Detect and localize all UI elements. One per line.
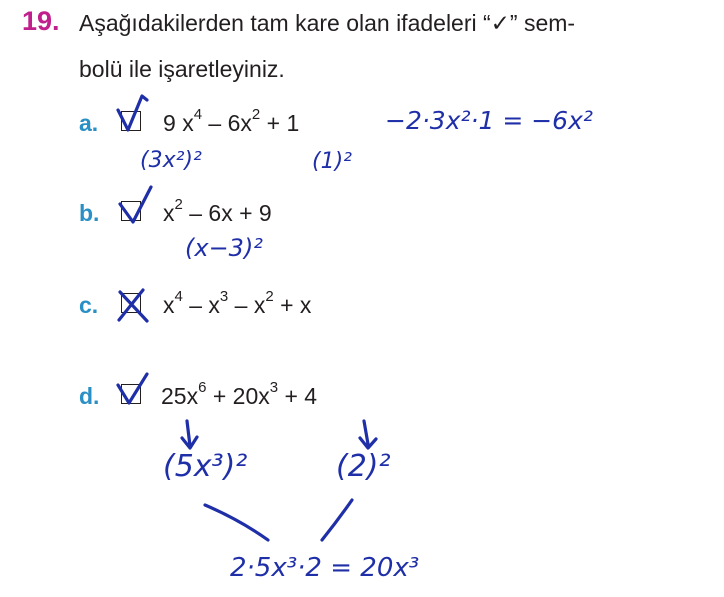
option-b-label: b. — [79, 200, 100, 226]
option-d-brace-left — [205, 505, 268, 540]
option-b-checkbox[interactable] — [121, 201, 141, 221]
option-d-expression: $25x^6 + 20x^3 + 4$ — [161, 379, 318, 409]
option-a-note-first-term: (3x²)² — [140, 148, 202, 173]
option-d-label: d. — [79, 383, 100, 409]
question-prompt-line1: Aşağıdakilerden tam kare olan ifadeleri “✓” sem- — [79, 10, 576, 36]
option-d-checkbox[interactable] — [121, 384, 141, 404]
option-d-arrow-right — [360, 421, 376, 448]
option-c-expression: $x^4 - x^3 - x^2 + x$ — [163, 288, 312, 318]
option-d-note-first-term: (5x³)² — [163, 449, 248, 484]
option-d-note-last-term: (2)² — [336, 449, 391, 484]
question-number: 19. — [22, 6, 60, 36]
option-d-note-middle-term: 2·5x³·2 = 20x³ — [230, 553, 420, 583]
option-a-note-last-term: (1)² — [312, 149, 352, 174]
option-a-label: a. — [79, 110, 99, 136]
question-prompt-line2: bolü ile işaretleyiniz. — [79, 56, 285, 82]
option-b-expression: $x^2 - 6x + 9$ — [163, 196, 272, 226]
option-c-checkbox[interactable] — [121, 293, 141, 313]
option-a-expression: 9 $x^4 - 6x^2 + 1$ — [163, 106, 300, 136]
option-a-note-middle-term: −2·3x²·1 = −6x² — [385, 106, 593, 135]
option-d-arrow-left — [182, 421, 197, 448]
option-b-note-factor: (x−3)² — [185, 234, 263, 262]
option-d-brace-right — [322, 500, 352, 540]
option-c-label: c. — [79, 292, 99, 318]
option-a-checkbox[interactable] — [121, 111, 141, 131]
